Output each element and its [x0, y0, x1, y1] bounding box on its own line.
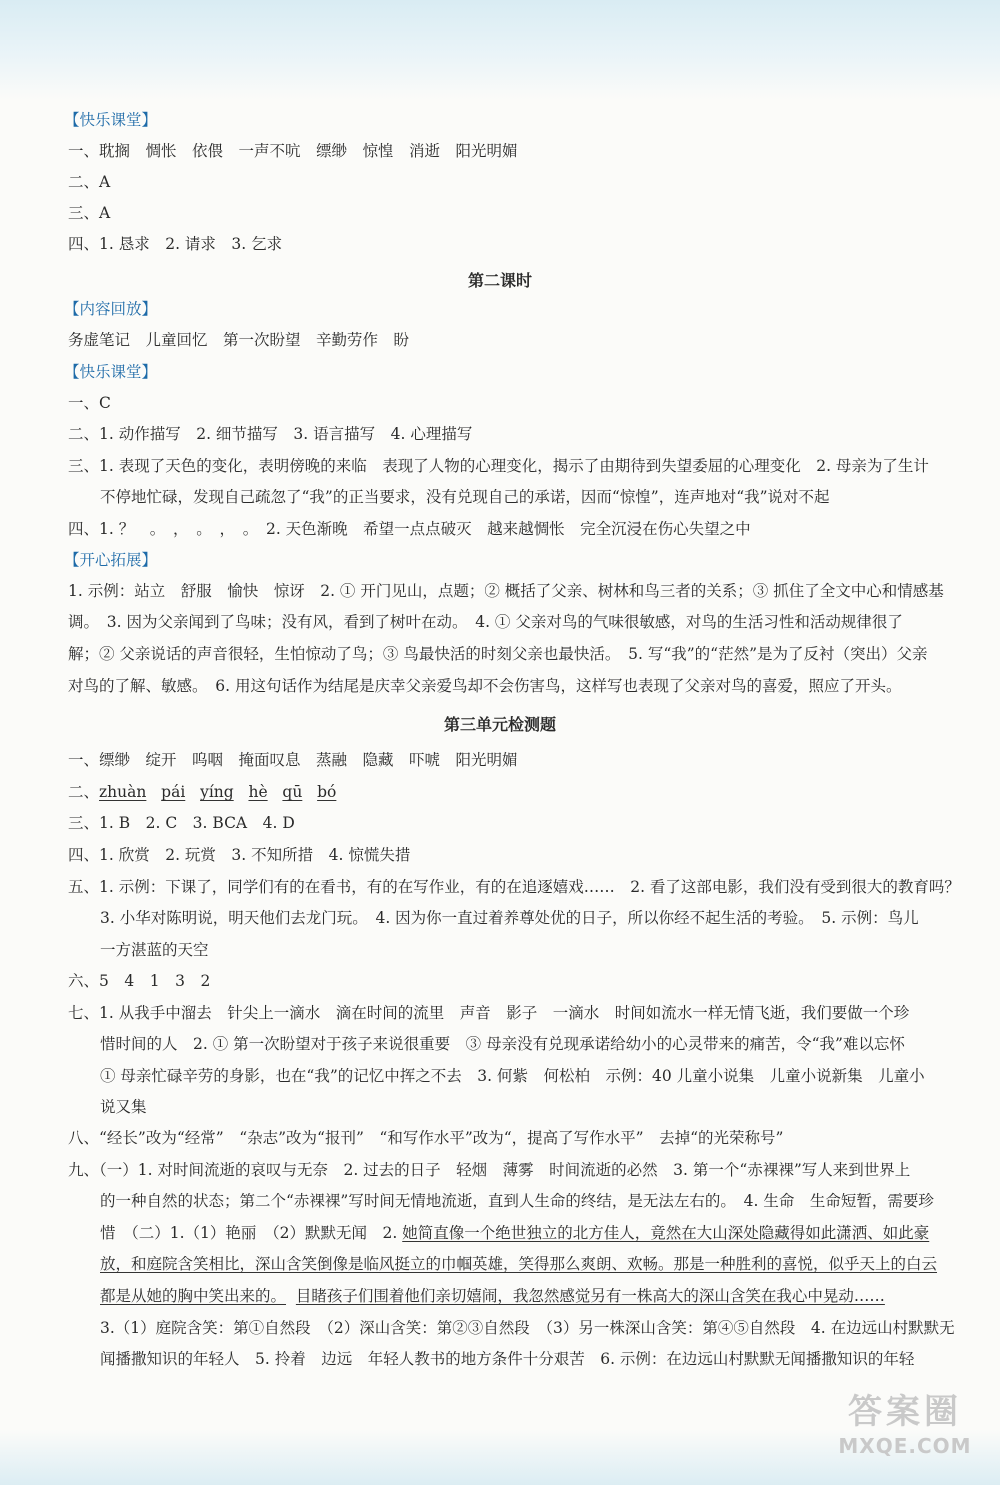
pinyin-line [68, 781, 336, 803]
answer-line: 惜时间的人 2. ① 第一次盼望对于孩子来说很重要 ③ 母亲没有兑现承诺给幼小的心灵带来的痛苦，令“我”难以忘怀 [100, 1035, 905, 1053]
answer-line [100, 1285, 885, 1307]
section-label-kuaile-ketang: 【快乐课堂】 [64, 111, 158, 129]
answer-line: 3. 小华对陈明说，明天他们去龙门玩。 4. 因为你一直过着养尊处优的日子，所以你经不起生活的考验。 5. 示例：鸟儿 [100, 909, 919, 927]
answer-line: 八、“经长”改为“经常” “杂志”改为“报刊” “和写作水平”改为“，提高了写作水平” 去掉“的光荣称号” [68, 1129, 784, 1147]
answer-line: 四、1. ？ 。 ， 。 ， 。 2. 天色渐晚 希望一点点破灭 越来越惆怅 完全沉浸在伤心失望之中 [68, 520, 751, 538]
answer-line: 解；② 父亲说话的声音很轻，生怕惊动了鸟；③ 鸟最快活的时刻父亲也最快活。 5. 写“我”的“茫然”是为了反衬（突出）父亲 [68, 645, 928, 663]
answer-line: 的一种自然的状态；第二个“赤裸裸”写时间无情地流逝，直到人生命的终结，是无法左右的。 4. 生命 生命短暂，需要珍 [100, 1192, 934, 1210]
underlined-answer: 都是从她的胸中笑出来的。 [100, 1287, 287, 1305]
answer-line: 一方湛蓝的天空 [100, 941, 209, 959]
answer-line: 一、缥缈 绽开 呜咽 掩面叹息 蒸融 隐藏 吓唬 阳光明媚 [68, 751, 518, 769]
section-label-kuaile-ketang: 【快乐课堂】 [64, 363, 158, 381]
answer-line: 三、1. B 2. C 3. BCA 4. D [68, 814, 295, 832]
pinyin-word: hè [248, 783, 268, 801]
answer-line: 务虚笔记 儿童回忆 第一次盼望 辛勤劳作 盼 [68, 331, 410, 349]
answer-line: 三、A [68, 204, 111, 222]
answer-line: 一、耽搁 惆怅 依偎 一声不吭 缥缈 惊惶 消逝 阳光明媚 [68, 142, 518, 160]
answer-line: 二、1. 动作描写 2. 细节描写 3. 语言描写 4. 心理描写 [68, 425, 473, 443]
answer-line [100, 1222, 929, 1244]
lesson-heading: 第二课时 [467, 271, 532, 290]
answer-line: 二、A [68, 173, 111, 191]
section-label-kaixin-tuozhan: 【开心拓展】 [64, 551, 158, 569]
underlined-answer: 放，和庭院含笑相比，深山含笑倒像是临风挺立的巾帼英雄，笑得那么爽朗、欢畅。那是一种胜利的喜悦，似乎天上的白云 [100, 1255, 938, 1273]
watermark-url: MXQE.COM [838, 1434, 972, 1458]
answer-line: 三、1. 表现了天色的变化，表明傍晚的来临 表现了人物的心理变化，揭示了由期待到失望委屈的心理变化 2. 母亲为了生计 [68, 457, 929, 475]
answer-line: 七、1. 从我手中溜去 针尖上一滴水 滴在时间的流里 声音 影子 一滴水 时间如流水一样无情飞逝，我们要做一个珍 [68, 1004, 910, 1022]
answer-line: 六、5 4 1 3 2 [68, 972, 211, 990]
answer-line: 说又集 [100, 1098, 147, 1116]
answer-line: 闻播撒知识的年轻人 5. 拎着 边远 年轻人教书的地方条件十分艰苦 6. 示例：在边远山村默默无闻播撒知识的年轻 [100, 1350, 915, 1368]
watermark-logo-text: 答案圈 [848, 1392, 962, 1432]
answer-text: 惜 （二）1.（1）艳丽 （2）默默无闻 2. [100, 1224, 403, 1242]
underlined-answer: 她简直像一个绝世独立的北方佳人，竟然在大山深处隐藏得如此潇洒、如此豪 [402, 1224, 930, 1242]
answer-line: 五、1. 示例：下课了，同学们有的在看书，有的在写作业，有的在追逐嬉戏…… 2. 看了这部电影，我们没有受到很大的教育吗？ [68, 878, 960, 896]
answer-line: ① 母亲忙碌辛劳的身影，也在“我”的记忆中挥之不去 3. 何紫 何松柏 示例：40 儿童小说集 儿童小说新集 儿童小 [100, 1067, 925, 1085]
pinyin-line-prefix: 二、 [68, 783, 100, 801]
pinyin-word: bó [317, 783, 337, 801]
pinyin-word: pái [161, 783, 186, 801]
answer-line: 1. 示例：站立 舒服 愉快 惊讶 2. ① 开门见山，点题；② 概括了父亲、树林和鸟三者的关系；③ 抓住了全文中心和情感基 [68, 582, 944, 600]
section-label-neirong-huifang: 【内容回放】 [64, 300, 158, 318]
answer-line: 一、C [68, 394, 111, 412]
pinyin-word: qū [282, 783, 303, 801]
pinyin-word: yíng [200, 783, 234, 801]
underlined-answer: 目睹孩子们围着他们亲切嬉闹，我忽然感觉另有一株高大的深山含笑在我心中晃动…… [295, 1287, 885, 1305]
site-watermark [820, 1390, 990, 1470]
answer-line: 对鸟的了解、敏感。 6. 用这句话作为结尾是庆幸父亲爱鸟却不会伤害鸟，这样写也表现了父亲对鸟的喜爱，照应了开头。 [68, 677, 902, 695]
answer-line: 九、（一）1. 对时间流逝的哀叹与无奈 2. 过去的日子 轻烟 薄雾 时间流逝的必然 3. 第一个“赤裸裸”写人来到世界上 [68, 1161, 911, 1179]
answer-line: 调。 3. 因为父亲闻到了鸟味；没有风，看到了树叶在动。 4. ① 父亲对鸟的气味很敏感，对鸟的生活习性和活动规律很了 [68, 613, 903, 631]
unit-heading: 第三单元检测题 [443, 715, 556, 734]
pinyin-word: zhuàn [99, 783, 147, 801]
answer-line: 四、1. 恳求 2. 请求 3. 乞求 [68, 235, 283, 253]
answer-line: 3.（1）庭院含笑：第①自然段 （2）深山含笑：第②③自然段 （3）另一株深山含笑：第④⑤自然段 4. 在边远山村默默无 [100, 1319, 955, 1337]
answer-line: 四、1. 欣赏 2. 玩赏 3. 不知所措 4. 惊慌失措 [68, 846, 411, 864]
answer-line: 不停地忙碌，发现自己疏忽了“我”的正当要求，没有兑现自己的承诺，因而“惊惶”，连声地对“我”说对不起 [100, 488, 830, 506]
